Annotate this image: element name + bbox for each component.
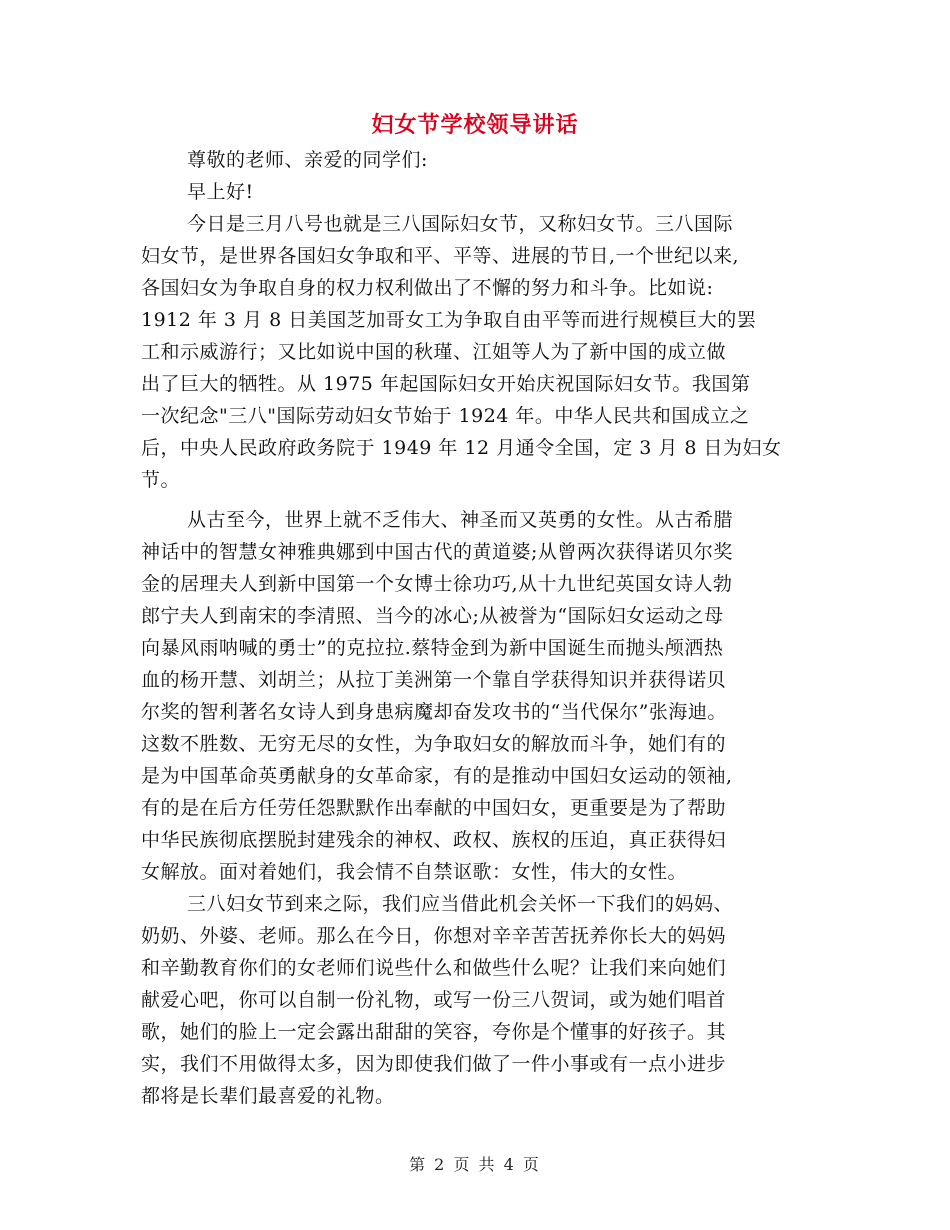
paragraph-1	[141, 208, 809, 496]
paragraph-line: 向暴风雨呐喊的勇士”的克拉拉.蔡特金到为新中国诞生而抛头颅洒热	[141, 637, 724, 659]
paragraph-line: 从古至今，世界上就不乏伟大、神圣而又英勇的女性。从古希腊	[187, 509, 734, 531]
paragraph-gap	[141, 496, 809, 504]
greeting-line: 尊敬的老师、亲爱的同学们:	[187, 149, 428, 171]
paragraph-3	[141, 888, 809, 1112]
paragraph-line: 节。	[141, 469, 181, 491]
paragraph-line: 献爱心吧，你可以自制一份礼物，或写一份三八贺词，或为她们唱首	[141, 989, 727, 1011]
document-title: 妇女节学校领导讲话	[371, 112, 579, 138]
paragraph-line: 今日是三月八号也就是三八国际妇女节，又称妇女节。三八国际	[187, 213, 734, 235]
document-body	[141, 144, 809, 1112]
paragraph-line: 奶奶、外婆、老师。那么在今日，你想对辛辛苦苦抚养你长大的妈妈	[141, 925, 727, 947]
paragraph-line: 金的居理夫人到新中国第一个女博士徐功巧,从十九世纪英国女诗人勃	[141, 573, 733, 595]
paragraph-line: 神话中的智慧女神雅典娜到中国古代的黄道婆;从曾两次获得诺贝尔奖	[141, 541, 733, 563]
paragraph-line: 女解放。面对着她们，我会情不自禁讴歌：女性，伟大的女性。	[141, 861, 688, 883]
paragraph-line: 郎宁夫人到南宋的李清照、当今的冰心;从被誉为“国际妇女运动之母	[141, 605, 724, 627]
paragraph-line: 和辛勤教育你们的女老师们说些什么和做些什么呢？让我们来向她们	[141, 957, 727, 979]
paragraph-line: 血的杨开慧、刘胡兰；从拉丁美洲第一个靠自学获得知识并获得诺贝	[141, 669, 727, 691]
paragraph-line: 妇女节，是世界各国妇女争取和平、平等、进展的节日,一个世纪以来,	[141, 245, 740, 267]
paragraph-line: 一次纪念"三八"国际劳动妇女节始于 1924 年。中华人民共和国成立之	[141, 405, 750, 427]
paragraph-line: 这数不胜数、无穷无尽的女性，为争取妇女的解放而斗争，她们有的	[141, 733, 727, 755]
page-number-footer: 第 2 页 共 4 页	[409, 1155, 541, 1174]
paragraph-line: 出了巨大的牺牲。从 1975 年起国际妇女开始庆祝国际妇女节。我国第	[141, 373, 751, 395]
paragraph-line: 有的是在后方任劳任怨默默作出奉献的中国妇女，更重要是为了帮助	[141, 797, 727, 819]
paragraph-line: 是为中国革命英勇献身的女革命家，有的是推动中国妇女运动的领袖,	[141, 765, 733, 787]
paragraph-line: 中华民族彻底摆脱封建残余的神权、政权、族权的压迫，真正获得妇	[141, 829, 727, 851]
paragraph-line: 都将是长辈们最喜爱的礼物。	[141, 1085, 395, 1107]
paragraph-line: 工和示威游行；又比如说中国的秋瑾、江姐等人为了新中国的成立做	[141, 341, 727, 363]
paragraph-line: 三八妇女节到来之际，我们应当借此机会关怀一下我们的妈妈、	[187, 893, 734, 915]
paragraph-line: 各国妇女为争取自身的权力权利做出了不懈的努力和斗争。比如说:	[141, 277, 714, 299]
morning-line: 早上好!	[187, 181, 254, 203]
paragraph-line: 1912 年 3 月 8 日美国芝加哥女工为争取自由平等而进行规模巨大的罢	[141, 309, 757, 331]
paragraph-line: 后，中央人民政府政务院于 1949 年 12 月通令全国，定 3 月 8 日为妇女	[141, 437, 782, 459]
paragraph-line: 尔奖的智利著名女诗人到身患病魔却奋发攻书的“当代保尔”张海迪。	[141, 701, 727, 723]
paragraph-2	[141, 504, 809, 888]
paragraph-line: 歌，她们的脸上一定会露出甜甜的笑容，夸你是个懂事的好孩子。其	[141, 1021, 727, 1043]
paragraph-line: 实，我们不用做得太多，因为即使我们做了一件小事或有一点小进步	[141, 1053, 727, 1075]
